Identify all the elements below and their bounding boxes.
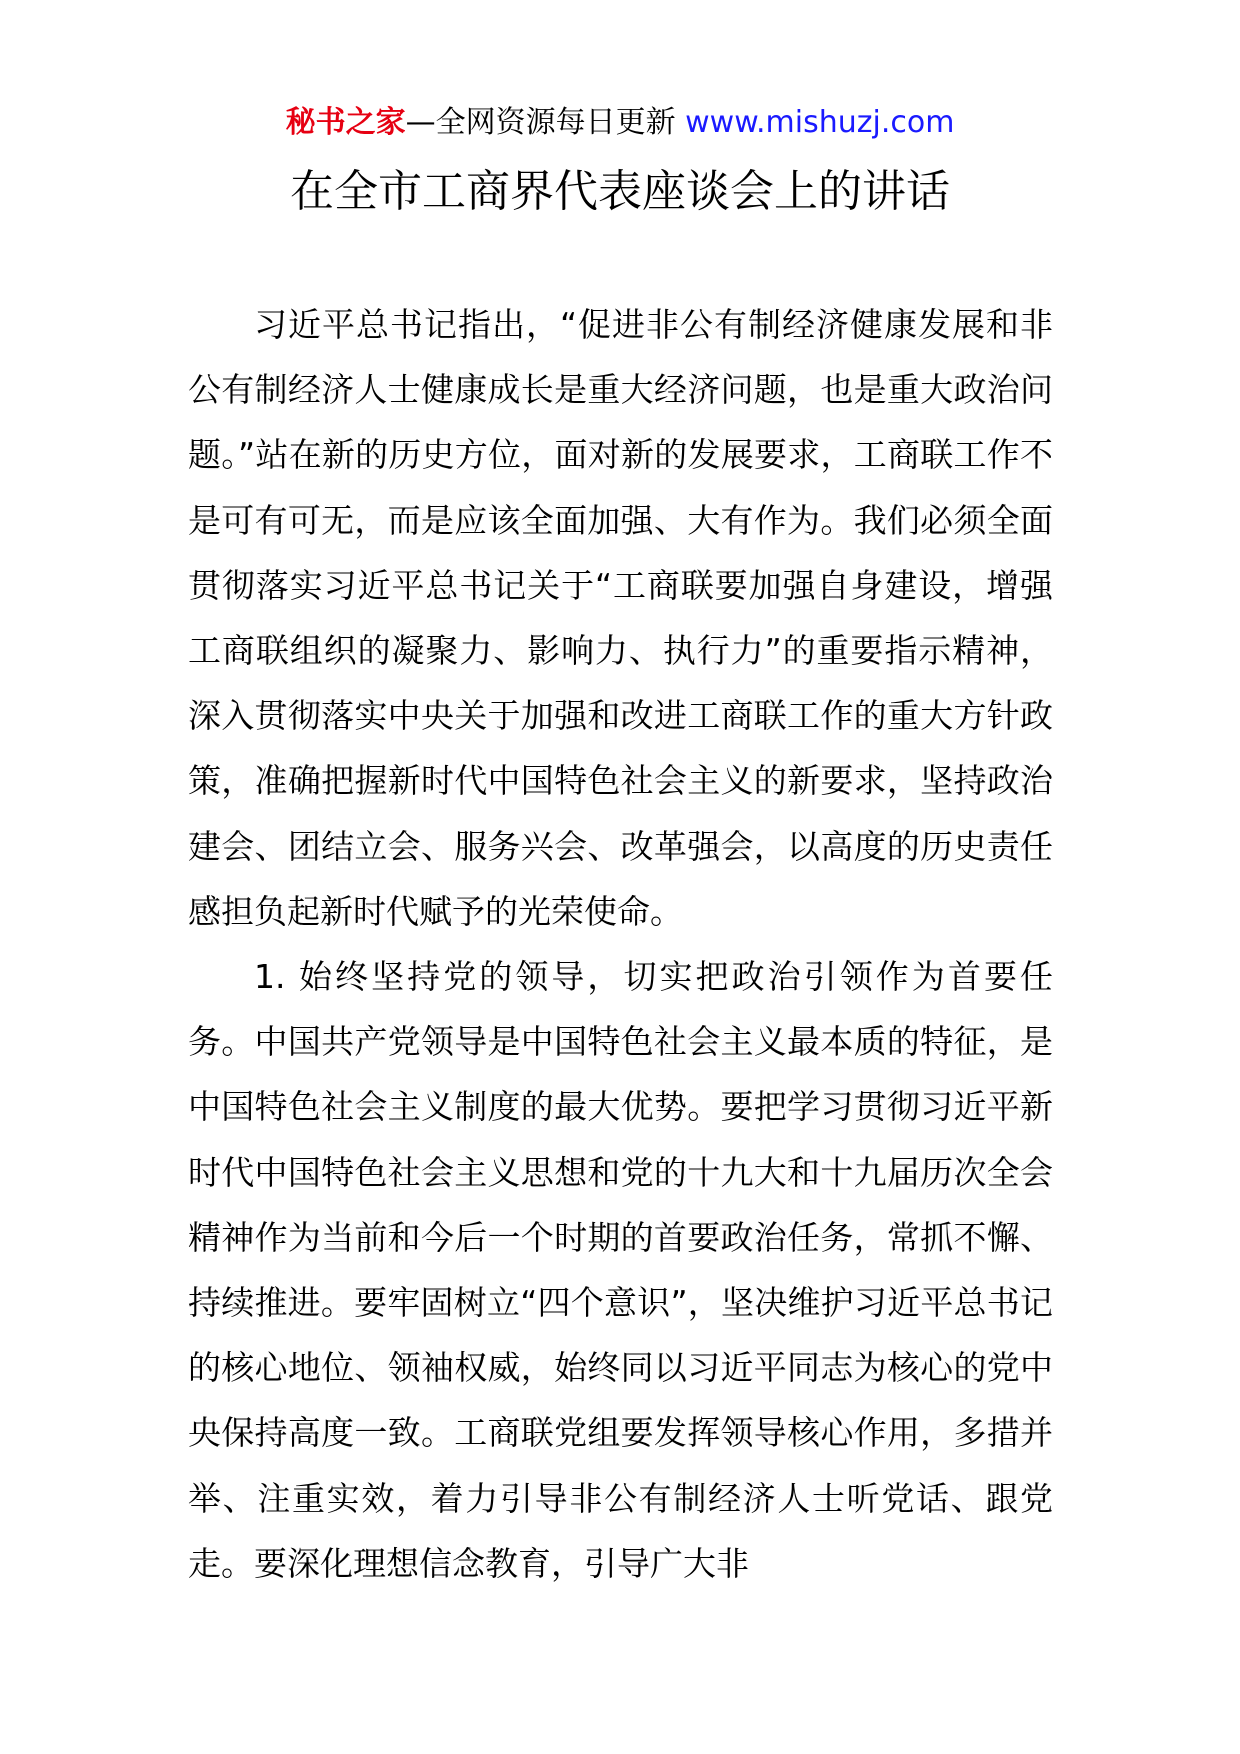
site-brand: 秘书之家: [285, 105, 406, 140]
site-slogan: —全网资源每日更新: [405, 105, 676, 140]
paragraph-intro: 习近平总书记指出，“促进非公有制经济健康发展和非公有制经济人士健康成长是重大经济问题，也是重大政治问题。”站在新的历史方位，面对新的发展要求，工商联工作不是可有可无，而是应该全面加强、大有作为。我们必须全面贯彻落实习近平总书记关于“工商联要加强自身建设，增强工商联组织的凝聚力、影响力、执行力”的重要指示精神，深入贯彻落实中央关于加强和改进工商联工作的重大方针政策，准确把握新时代中国特色社会主义的新要求，坚持政治建会、团结立会、服务兴会、改革强会，以高度的历史责任感担负起新时代赋予的光荣使命。: [188, 305, 1053, 931]
site-header: [0, 103, 1240, 143]
document-body: [188, 292, 1053, 1596]
document-title: 在全市工商界代表座谈会上的讲话: [290, 166, 950, 217]
paragraph-section-1: 1. 始终坚持党的领导，切实把政治引领作为首要任务。中国共产党领导是中国特色社会主义最本质的特征，是中国特色社会主义制度的最大优势。要把学习贯彻习近平新时代中国特色社会主义思想和党的十九大和十九届历次全会精神作为当前和今后一个时期的首要政治任务，常抓不懈、持续推进。要牢固树立“四个意识”，坚决维护习近平总书记的核心地位、领袖权威，始终同以习近平同志为核心的党中央保持高度一致。工商联党组要发挥领导核心作用，多措并举、注重实效，着力引导非公有制经济人士听党话、跟党走。要深化理想信念教育，引导广大非: [188, 957, 1053, 1583]
site-url-link[interactable]: www.mishuzj.com: [685, 105, 955, 140]
